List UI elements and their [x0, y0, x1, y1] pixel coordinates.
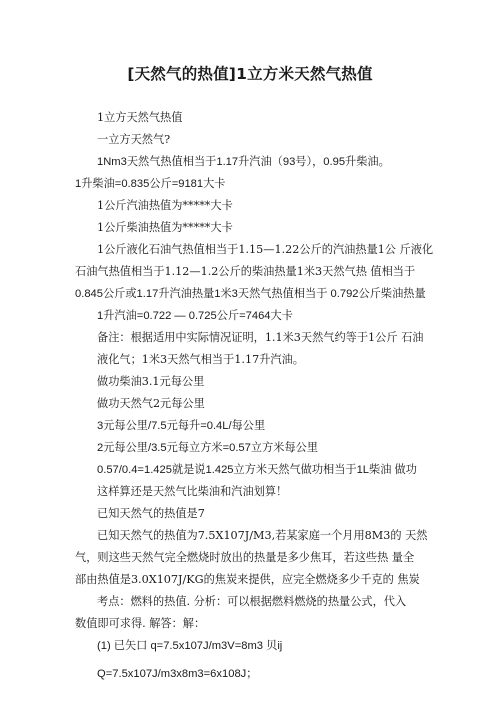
page-title: [天然气的热值]1立方米天然气热值: [127, 65, 373, 83]
text-line: 备注：根据适用中实际情况证明，1.1米3天然气约等于1公斤 石油: [97, 331, 424, 344]
text-line: 1公斤液化石油气热值相当于1.15—1.22公斤的汽油热量1公 斤液化: [97, 243, 434, 256]
text-line: 1公斤汽油热值为*****大卡: [97, 199, 233, 212]
text-line: 部由热值是3.0X107J/KG的焦炭来提供，应完全燃烧多少千克的 焦炭: [75, 573, 420, 586]
text-line: 2元每公里/3.5元每立方米=0.57立方米每公里: [97, 442, 319, 454]
text-line: 0.57/0.4=1.425就是说1.425立方米天然气做功相当于1L柴油 做功: [97, 464, 417, 476]
text-line: 1公斤柴油热值为*****大卡: [97, 221, 233, 234]
text-line: 做功柴油3.1元每公里: [97, 375, 205, 388]
text-line: 1升汽油=0.722 — 0.725公斤=7464大卡: [97, 310, 293, 322]
text-line: 3元每公里/7.5元每升=0.4L/每公里: [97, 420, 266, 432]
text-line: Q=7.5x107J/m3x8m3=6x108J；: [97, 668, 258, 680]
text-line: 这样算还是天然气比柴油和汽油划算！: [97, 485, 288, 498]
text-line: 1升柴油=0.835公斤=9181大卡: [75, 178, 226, 190]
text-line: 1Nm3天然气热值相当于1.17升汽油（93号），0.95升柴油。: [97, 156, 390, 168]
text-line: 已知天然气的热值是7: [97, 507, 205, 520]
text-line: (1) 已矢口 q=7.5x107J/m3V=8m3 贝ij: [97, 640, 283, 652]
text-line: 液化气；1米3天然气相当于1.17升汽油。: [97, 353, 304, 366]
text-line: 气，则这些天然气完全燃烧时放出的热量是多少焦耳，若这些热 量全: [75, 551, 415, 564]
text-line: 已知天然气的热值为7.5X107J/M3,若某家庭一个月用8M3的 天然: [97, 529, 428, 542]
text-line: 考点：燃料的热值. 分析：可以根据燃料燃烧的热量公式，代入: [97, 595, 407, 608]
text-line: 一立方天然气?: [97, 133, 171, 146]
text-line: 数值即可求得. 解答：解：: [75, 617, 206, 630]
text-line: 石油气热值相当于1.12—1.2公斤的柴油热量1米3天然气热 值相当于: [75, 265, 416, 278]
text-line: 0.845公斤或1.17升汽油热量1米3天然气热值相当于 0.792公斤柴油热量: [75, 288, 426, 300]
text-line: 做功天然气2元每公里: [97, 397, 205, 410]
text-line: 1立方天然气热值: [97, 111, 183, 124]
